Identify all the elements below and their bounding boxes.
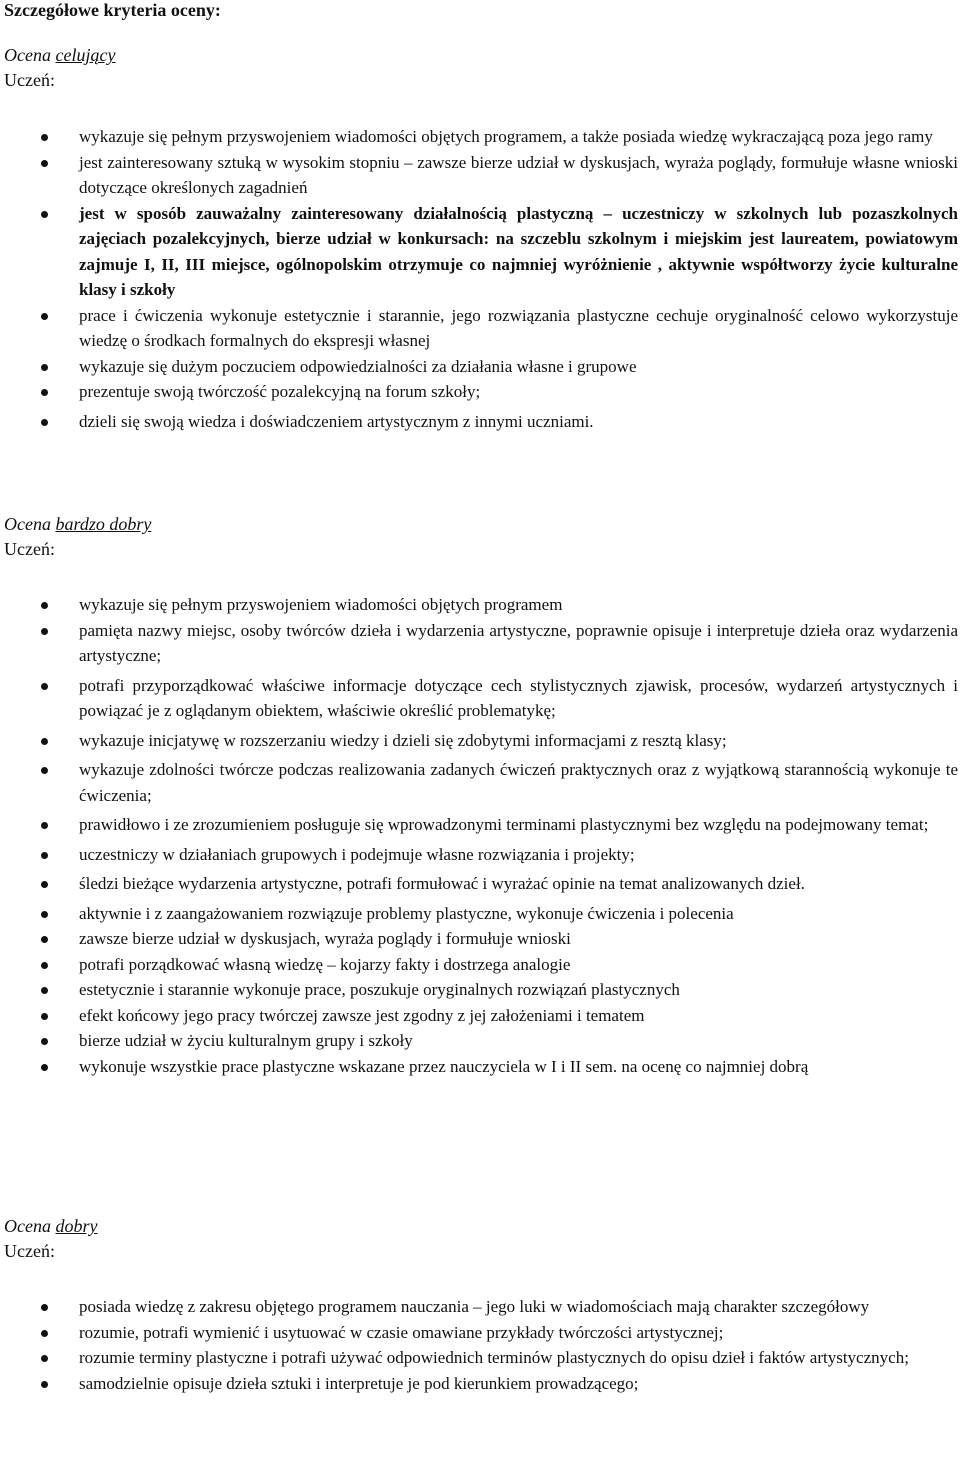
list-item: potrafi porządkować własną wiedzę – kojarzy fakty i dostrzega analogie [0, 952, 960, 978]
bullet-icon [41, 881, 48, 888]
grade-label: dobry [55, 1216, 98, 1236]
list-item: dzieli się swoją wiedza i doświadczeniem artystycznym z innymi uczniami. [0, 409, 960, 435]
bullet-icon [41, 364, 48, 371]
bullet-icon [41, 738, 48, 745]
bullet-icon [41, 852, 48, 859]
list-item: posiada wiedzę z zakresu objętego programem nauczania – jego luki w wiadomościach mają charakter szczegółowy [0, 1294, 960, 1320]
list-item: wykazuje się pełnym przyswojeniem wiadomości objętych programem [0, 592, 960, 618]
bullet-icon [41, 1304, 48, 1311]
section-title-celujacy [4, 45, 115, 66]
bullet-icon [41, 602, 48, 609]
list-item: bierze udział w życiu kulturalnym grupy i szkoły [0, 1028, 960, 1054]
bullet-icon [41, 1038, 48, 1045]
bullet-icon [41, 936, 48, 943]
list-item: rozumie terminy plastyczne i potrafi używać odpowiednich terminów plastycznych do opisu dzieł i faktów artystycznych; [0, 1345, 960, 1371]
list-item: wykazuje inicjatywę w rozszerzaniu wiedzy i dzieli się zdobytymi informacjami z resztą klasy; [0, 728, 960, 754]
criteria-list-bardzo-dobry [0, 592, 960, 1079]
list-item: samodzielnie opisuje dzieła sztuki i interpretuje je pod kierunkiem prowadzącego; [0, 1371, 960, 1397]
bullet-icon [41, 987, 48, 994]
section-prefix: Ocena [4, 45, 56, 65]
list-item: pamięta nazwy miejsc, osoby twórców dzieła i wydarzenia artystyczne, poprawnie opisuje i interpretuje dzieła oraz wydarzenia artystyczne; [0, 618, 960, 669]
section-prefix: Ocena [4, 1216, 56, 1236]
list-item: prace i ćwiczenia wykonuje estetycznie i starannie, jego rozwiązania plastyczne cechuje oryginalność celowo wykorzystuje wiedzę o środkach formalnych do ekspresji własnej [0, 303, 960, 354]
list-item: wykonuje wszystkie prace plastyczne wskazane przez nauczyciela w I i II sem. na ocenę co najmniej dobrą [0, 1054, 960, 1080]
bullet-icon [41, 1355, 48, 1362]
bullet-icon [41, 962, 48, 969]
list-item: wykazuje zdolności twórcze podczas realizowania zadanych ćwiczeń praktycznych oraz z wyjątkową starannością wykonuje te ćwiczenia; [0, 757, 960, 808]
list-item: uczestniczy w działaniach grupowych i podejmuje własne rozwiązania i projekty; [0, 842, 960, 868]
list-item: aktywnie i z zaangażowaniem rozwiązuje problemy plastyczne, wykonuje ćwiczenia i polecenia [0, 901, 960, 927]
list-item: jest w sposób zauważalny zainteresowany działalnością plastyczną – uczestniczy w szkolnych lub pozaszkolnych zajęciach pozalekcyjnych, bierze udział w konkursach: na szczeblu szkolnym i miejskim jest laureatem, powiatowym zajmuje I, II, III miejsce, ogólnopolskim otrzymuje co najmniej wyróżnienie , aktywnie współtworzy życie kulturalne klasy i szkoły [0, 201, 960, 303]
list-item: potrafi przyporządkować właściwe informacje dotyczące cech stylistycznych zjawisk, procesów, wydarzeń artystycznych i powiązać je z oglądanym obiektem, właściwie określić problematykę; [0, 673, 960, 724]
bullet-icon [41, 160, 48, 167]
uczen-label: Uczeń: [4, 70, 55, 90]
bullet-icon [41, 1381, 48, 1388]
bullet-icon [41, 628, 48, 635]
bullet-icon [41, 313, 48, 320]
section-title-bardzo-dobry [4, 514, 151, 535]
list-item: zawsze bierze udział w dyskusjach, wyraża poglądy i formułuje wnioski [0, 926, 960, 952]
page-title: Szczegółowe kryteria oceny: [4, 0, 221, 20]
bullet-icon [41, 134, 48, 141]
list-item: prawidłowo i ze zrozumieniem posługuje się wprowadzonymi terminami plastycznymi bez względu na podejmowany temat; [0, 812, 960, 838]
list-item: estetycznie i starannie wykonuje prace, poszukuje oryginalnych rozwiązań plastycznych [0, 977, 960, 1003]
bullet-icon [41, 911, 48, 918]
list-item: wykazuje się dużym poczuciem odpowiedzialności za działania własne i grupowe [0, 354, 960, 380]
section-prefix: Ocena [4, 514, 56, 534]
list-item: rozumie, potrafi wymienić i usytuować w czasie omawiane przykłady twórczości artystycznej; [0, 1320, 960, 1346]
section-title-dobry [4, 1216, 97, 1237]
uczen-label: Uczeń: [4, 1241, 55, 1261]
list-item: jest zainteresowany sztuką w wysokim stopniu – zawsze bierze udział w dyskusjach, wyraża poglądy, formułuje własne wnioski dotyczące określonych zagadnień [0, 150, 960, 201]
bullet-icon [41, 419, 48, 426]
grade-label: bardzo dobry [55, 514, 152, 534]
list-item: wykazuje się pełnym przyswojeniem wiadomości objętych programem, a także posiada wiedzę wykraczającą poza jego ramy [0, 124, 960, 150]
criteria-list-celujacy [0, 124, 960, 434]
bullet-icon [41, 683, 48, 690]
bullet-icon [41, 211, 48, 218]
uczen-label: Uczeń: [4, 539, 55, 559]
list-item: prezentuje swoją twórczość pozalekcyjną na forum szkoły; [0, 379, 960, 405]
bullet-icon [41, 767, 48, 774]
list-item: śledzi bieżące wydarzenia artystyczne, potrafi formułować i wyrażać opinie na temat analizowanych dzieł. [0, 871, 960, 897]
bullet-icon [41, 1064, 48, 1071]
list-item: efekt końcowy jego pracy twórczej zawsze jest zgodny z jej założeniami i tematem [0, 1003, 960, 1029]
grade-label: celujący [55, 45, 116, 65]
bullet-icon [41, 822, 48, 829]
criteria-list-dobry [0, 1294, 960, 1396]
bullet-icon [41, 389, 48, 396]
bullet-icon [41, 1013, 48, 1020]
bullet-icon [41, 1330, 48, 1337]
